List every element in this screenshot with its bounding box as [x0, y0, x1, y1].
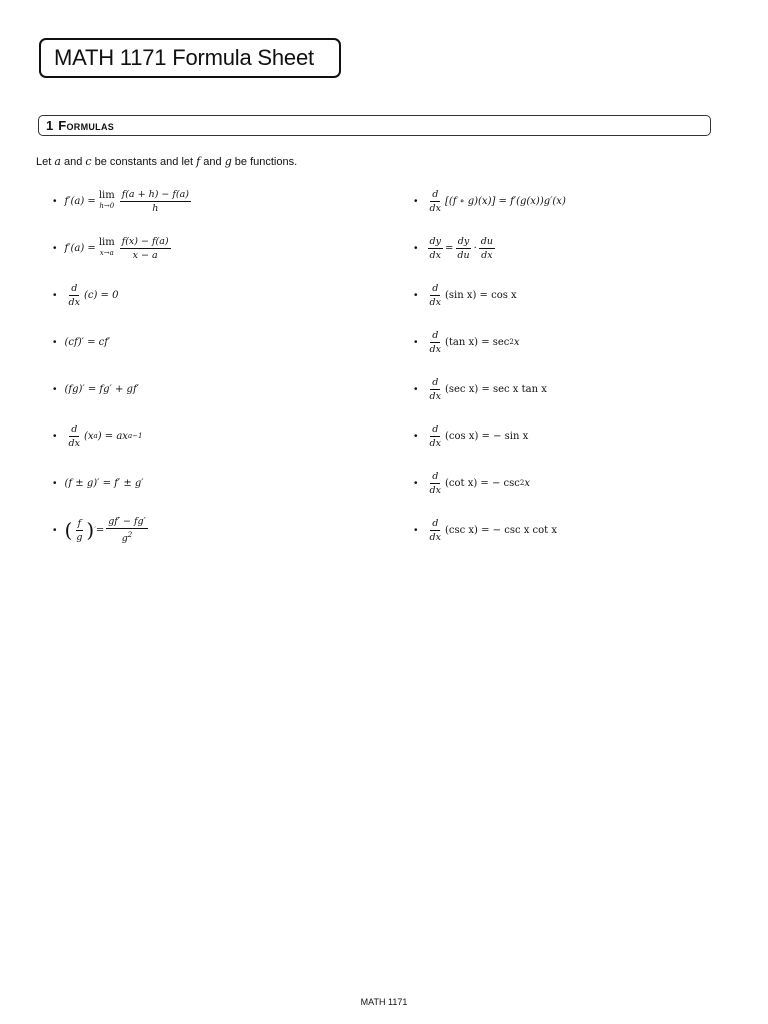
derivative-operator	[428, 283, 443, 308]
bullet: •	[414, 195, 418, 207]
formula-product-rule	[53, 371, 139, 407]
formula-chain-rule	[414, 183, 566, 219]
fraction-numerator: d	[71, 282, 78, 294]
formula-body: ) = ax	[97, 430, 128, 442]
exponent: a−1	[127, 432, 143, 440]
formula-body: (fg)′ = fg′ + gf′	[64, 383, 139, 395]
formula-constant-multiple-rule	[53, 324, 110, 360]
formula-body: (sin x) = cos x	[444, 289, 517, 301]
fraction-numerator: dy	[457, 235, 470, 247]
denominator-base: g	[121, 533, 128, 545]
fraction	[455, 236, 471, 261]
fraction-denominator: dx	[429, 202, 441, 214]
fraction-denominator: x − a	[132, 249, 158, 261]
formula-derivative-sin	[414, 277, 517, 313]
formula-quotient-rule	[53, 512, 150, 548]
section-title: Formulas	[58, 118, 115, 133]
limit-operator	[99, 191, 115, 211]
formula-body: [(f ∘ g)(x)] = f′(g(x))g′(x)	[444, 195, 566, 207]
intro-var-c: c	[85, 155, 92, 168]
derivative-operator	[428, 377, 443, 402]
bullet: •	[53, 336, 57, 348]
formula-derivative-definition-x	[53, 230, 173, 266]
derivative-operator	[428, 471, 443, 496]
fraction-denominator: dx	[68, 296, 80, 308]
fraction	[428, 236, 443, 261]
bullet: •	[414, 383, 418, 395]
bullet: •	[53, 195, 57, 207]
formula-constant-rule	[53, 277, 118, 313]
bullet: •	[53, 477, 57, 489]
fraction-denominator: dx	[429, 390, 441, 402]
formula-derivative-definition-h	[53, 183, 193, 219]
formula-derivative-sec	[414, 371, 547, 407]
bullet: •	[414, 430, 418, 442]
formula-body: (cot x) = − csc	[444, 477, 520, 489]
limit-subscript: h→0	[99, 202, 115, 210]
exponent: 2	[509, 338, 514, 346]
intro-var-f: f	[196, 155, 201, 168]
bullet: •	[414, 242, 418, 254]
section-heading	[38, 115, 711, 136]
formula-sum-rule	[53, 465, 144, 501]
fraction-denominator: dx	[429, 296, 441, 308]
left-paren: (	[64, 518, 73, 542]
fraction-numerator: gf′ − fg′	[108, 515, 146, 527]
limit-label: lim	[98, 237, 115, 248]
exponent: a	[93, 432, 98, 440]
fraction-denominator: h	[152, 202, 159, 214]
bullet: •	[414, 336, 418, 348]
formula-derivative-tan	[414, 324, 520, 360]
fraction-denominator: dx	[481, 249, 493, 261]
formula-chain-rule-leibniz	[414, 230, 497, 266]
section-number: 1	[46, 118, 54, 133]
formula-lhs: f′(a) =	[64, 242, 96, 254]
multiply-dot: ·	[473, 242, 477, 254]
fraction-numerator: d	[432, 517, 439, 529]
page-title: MATH 1171 Formula Sheet	[39, 38, 341, 78]
equals-sign: =	[444, 242, 454, 254]
fraction	[120, 236, 171, 261]
page-footer: MATH 1171	[360, 997, 408, 1007]
fraction-numerator: d	[432, 423, 439, 435]
fraction-numerator: d	[432, 329, 439, 341]
bullet: •	[53, 524, 57, 536]
fraction-numerator: dy	[429, 235, 441, 247]
bullet: •	[53, 242, 57, 254]
fraction-numerator: du	[480, 235, 493, 247]
fraction-denominator: g	[76, 531, 83, 543]
fraction-numerator: f(a + h) − f(a)	[121, 188, 190, 200]
intro-end: be functions.	[231, 156, 298, 168]
right-paren: )	[86, 518, 95, 542]
equals-sign: =	[95, 524, 105, 536]
fraction-numerator: d	[432, 188, 439, 200]
formula-body: (sec x) = sec x tan x	[444, 383, 547, 395]
fraction	[479, 236, 495, 261]
fraction	[106, 516, 148, 544]
formula-body: (csc x) = − csc x cot x	[444, 524, 558, 536]
derivative-operator	[428, 330, 443, 355]
fraction-numerator: f(x) − f(a)	[121, 235, 169, 247]
intro-var-g: g	[224, 155, 232, 168]
fraction-numerator: d	[432, 282, 439, 294]
bullet: •	[53, 289, 57, 301]
intro-mid: be constants and let	[91, 156, 197, 168]
intro-and: and	[60, 156, 86, 168]
fraction-numerator: f	[77, 517, 82, 529]
derivative-operator	[67, 424, 82, 449]
bullet: •	[53, 383, 57, 395]
exponent: 2	[519, 479, 525, 487]
fraction-denominator: dx	[68, 437, 80, 449]
formula-derivative-cot	[414, 465, 530, 501]
fraction-denominator: du	[457, 249, 470, 261]
fraction-denominator: dx	[429, 437, 441, 449]
intro-let: Let	[36, 156, 55, 168]
formula-body: (cf)′ = cf′	[64, 336, 111, 348]
intro-var-a: a	[54, 155, 61, 168]
bullet: •	[414, 524, 418, 536]
fraction	[74, 518, 84, 543]
fraction-numerator: d	[432, 470, 439, 482]
bullet: •	[53, 430, 57, 442]
bullet: •	[414, 289, 418, 301]
formula-body: (x	[83, 430, 94, 442]
exponent: 2	[127, 530, 133, 539]
fraction-numerator: d	[71, 423, 78, 435]
fraction-denominator: dx	[429, 343, 441, 355]
bullet: •	[414, 477, 418, 489]
fraction-denominator: dx	[429, 249, 441, 261]
derivative-operator	[428, 424, 443, 449]
derivative-operator	[67, 283, 82, 308]
formula-derivative-csc	[414, 512, 557, 548]
formula-derivative-cos	[414, 418, 528, 454]
fraction-denominator: dx	[429, 531, 441, 543]
formula-body: (cos x) = − sin x	[444, 430, 529, 442]
intro-text	[36, 155, 297, 168]
formula-body: x	[513, 336, 520, 348]
limit-label: lim	[98, 190, 115, 201]
formula-body: x	[524, 477, 530, 489]
fraction-numerator: d	[432, 376, 439, 388]
formula-body: (tan x) = sec	[444, 336, 510, 348]
formula-lhs: f′(a) =	[64, 195, 96, 207]
fraction-denominator	[120, 529, 135, 544]
fraction-denominator: dx	[429, 484, 441, 496]
derivative-operator	[428, 189, 443, 214]
intro-and: and	[200, 156, 225, 168]
formula-body: (f ± g)′ = f′ ± g′	[64, 477, 144, 489]
limit-operator	[99, 238, 115, 258]
derivative-operator	[428, 518, 443, 543]
fraction	[120, 189, 191, 214]
prime-mark: ′	[94, 526, 96, 534]
limit-subscript: x→a	[99, 249, 114, 257]
formula-power-rule	[53, 418, 142, 454]
formula-body: (c) = 0	[83, 289, 119, 301]
